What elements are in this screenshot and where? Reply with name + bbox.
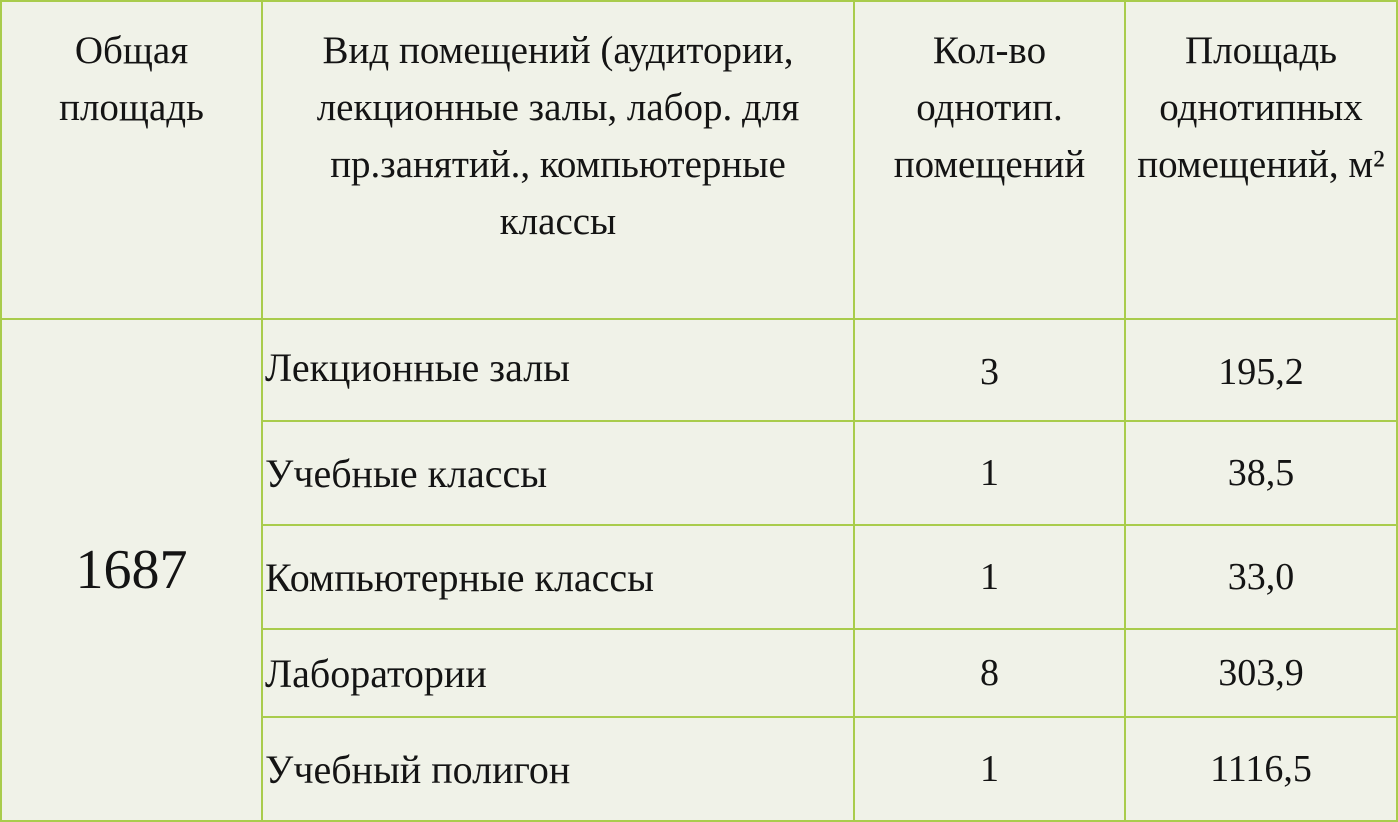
- table-row: [1, 319, 1397, 421]
- room-count-cell: 1: [854, 525, 1125, 629]
- header-total-area: Общая площадь: [1, 1, 262, 319]
- header-room-area: Площадь однотипных помещений, м²: [1125, 1, 1397, 319]
- room-count-cell: 1: [854, 717, 1125, 821]
- room-type-cell: Компьютерные классы: [262, 525, 854, 629]
- room-count-cell: 3: [854, 319, 1125, 421]
- header-room-type: Вид помещений (аудитории, лекционные залы, лабор. для пр.занятий., компьютерные классы: [262, 1, 854, 319]
- room-area-cell: 38,5: [1125, 421, 1397, 525]
- room-count-cell: 8: [854, 629, 1125, 717]
- header-room-count: Кол-во однотип. помещений: [854, 1, 1125, 319]
- room-area-cell: 33,0: [1125, 525, 1397, 629]
- room-type-cell: Учебные классы: [262, 421, 854, 525]
- room-area-cell: 1116,5: [1125, 717, 1397, 821]
- total-area-value: 1687: [1, 319, 262, 821]
- room-type-cell: Учебный полигон: [262, 717, 854, 821]
- room-count-cell: 1: [854, 421, 1125, 525]
- room-area-cell: 195,2: [1125, 319, 1397, 421]
- header-row: [1, 1, 1397, 319]
- room-type-cell: Лаборатории: [262, 629, 854, 717]
- room-type-cell: Лекционные залы: [262, 319, 854, 421]
- room-area-cell: 303,9: [1125, 629, 1397, 717]
